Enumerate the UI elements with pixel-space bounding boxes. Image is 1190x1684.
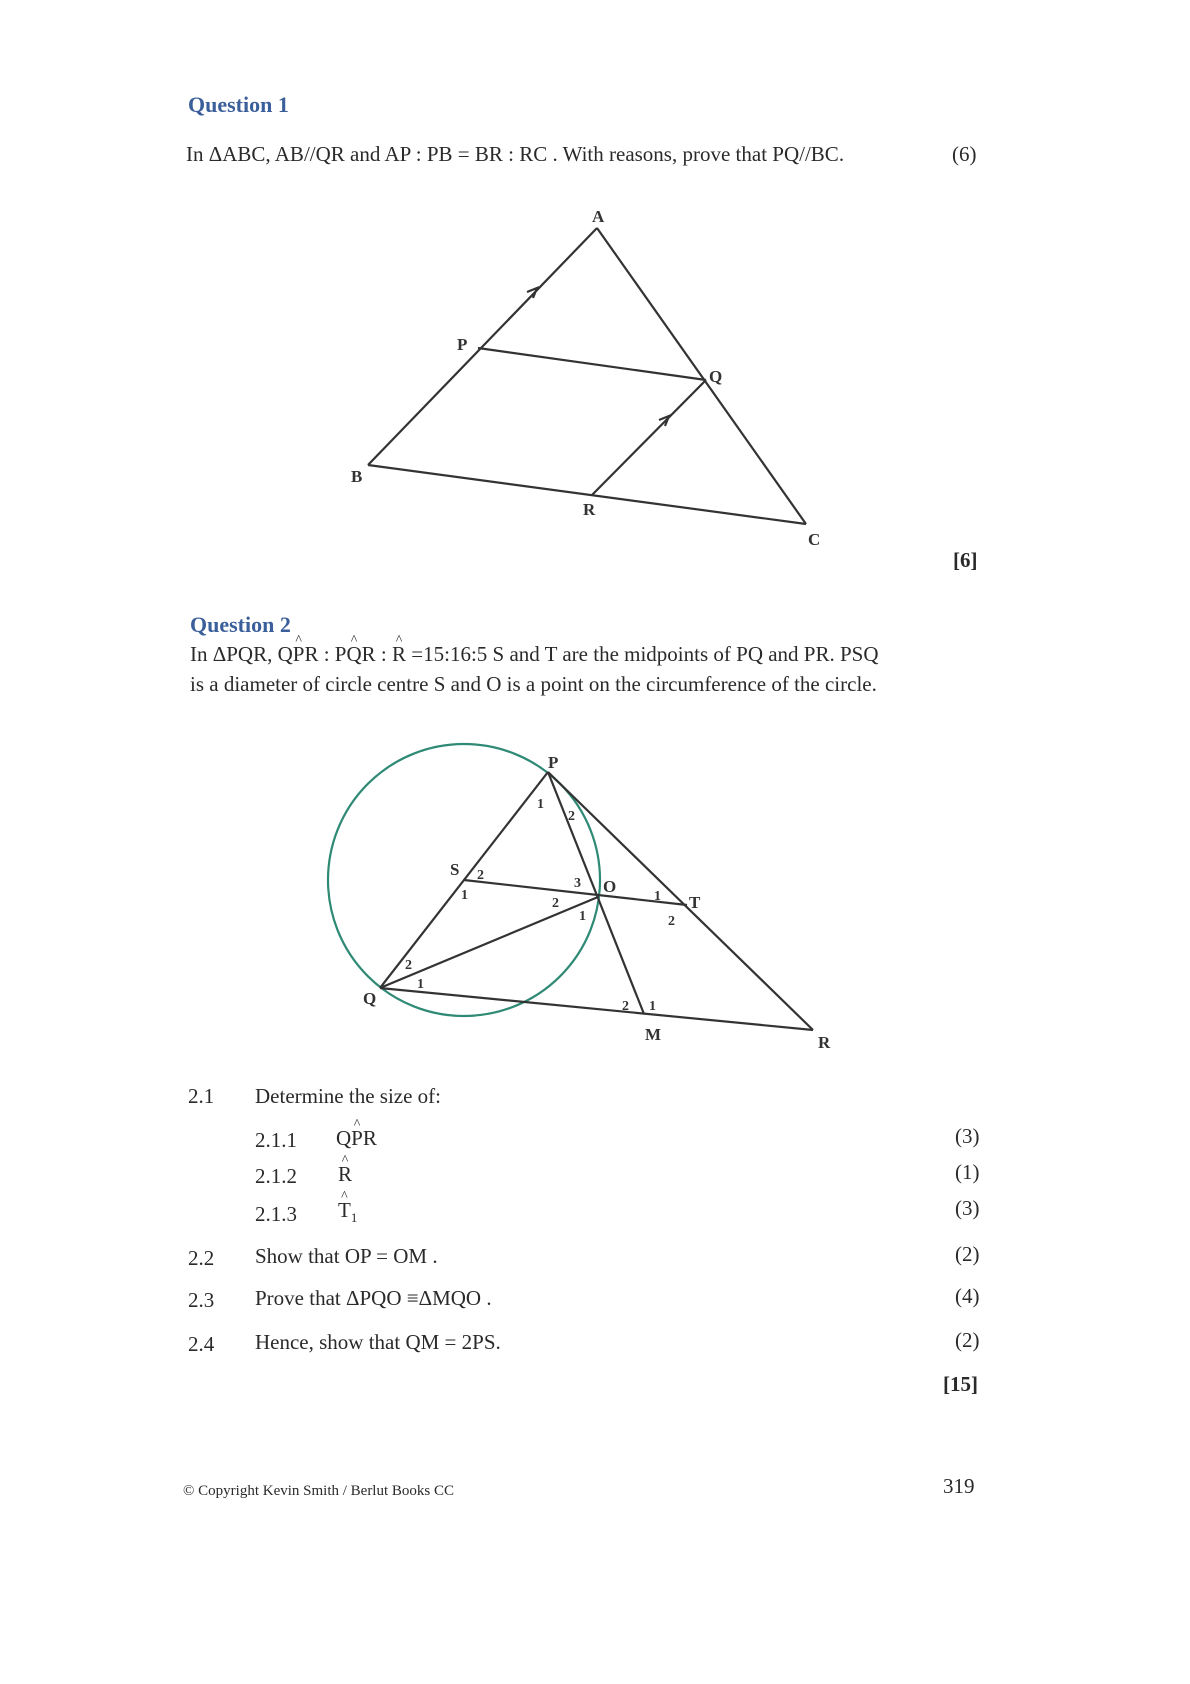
angle-p1: 1 [537,797,544,812]
item-2-1-2-text: ^ R [338,1162,352,1187]
item-2-2-text: Show that OP = OM . [255,1244,438,1268]
q2-title: Question 2 [190,612,291,637]
angle-s1: 1 [461,888,468,903]
label-r: R [818,1033,831,1052]
label-q: Q [363,989,377,1008]
item-2-4-num: 2.4 [188,1332,215,1356]
item-2-1-1-marks: (3) [955,1124,980,1148]
q2-intro-line1: In ΔPQR, Q^ PR : P^ QR : ^ R =15:16:5 S and T are the midpoints of PQ and PR. PSQ [190,642,879,667]
q2-total: [15] [943,1372,978,1396]
item-2-3-marks: (4) [955,1284,980,1308]
item-2-4-marks: (2) [955,1328,980,1352]
q2-intro-line2: is a diameter of circle centre S and O is a point on the circumference of the circle. [190,672,877,696]
angle-o3: 3 [574,876,581,891]
q1-total: [6] [953,548,978,572]
angle-o2: 2 [552,896,559,911]
item-2-1-3-num: 2.1.3 [255,1202,297,1226]
item-2-1-1-num: 2.1.1 [255,1128,297,1152]
item-2-4-text: Hence, show that QM = 2PS. [255,1330,501,1354]
label-o: O [603,877,617,896]
angle-o1: 1 [579,909,586,924]
item-2-3-num: 2.3 [188,1288,215,1312]
item-2-3-text: Prove that ΔPQO ≡ΔMQO . [255,1286,492,1310]
label-t: T [689,893,701,912]
angle-t1: 1 [654,889,661,904]
page-number: 319 [943,1474,975,1498]
label-r: R [583,500,596,519]
angle-m1: 1 [649,999,656,1014]
angle-s2: 2 [477,868,484,883]
item-2-2-marks: (2) [955,1242,980,1266]
label-q: Q [709,367,723,386]
angle-t2: 2 [668,914,675,929]
item-2-2-num: 2.2 [188,1246,215,1270]
label-b: B [351,467,363,486]
angle-m2: 2 [622,999,629,1014]
segment-qo [380,897,598,988]
label-s: S [450,860,460,879]
item-2-1-2-num: 2.1.2 [255,1164,297,1188]
footer-copyright: © Copyright Kevin Smith / Berlut Books CC [183,1483,454,1499]
item-2-1-2-marks: (1) [955,1160,980,1184]
item-2-1-text: Determine the size of: [255,1084,442,1108]
item-2-1-1-text: Q^ PR [336,1126,377,1151]
label-c: C [808,530,821,549]
label-a: A [592,207,605,226]
segment-pm [548,772,644,1014]
label-p: P [457,335,468,354]
label-m: M [645,1025,662,1044]
angle-q1: 1 [417,977,424,992]
q1-title: Question 1 [188,92,289,117]
angle-p2: 2 [568,809,575,824]
label-p: P [548,753,559,772]
item-2-1-num: 2.1 [188,1084,215,1108]
q1-statement: In ΔABC, AB//QR and AP : PB = BR : RC . With reasons, prove that PQ//BC. [186,142,845,166]
segment-qr [380,988,813,1030]
q1-marks: (6) [952,142,977,166]
angle-q2: 2 [405,958,412,973]
item-2-1-3-marks: (3) [955,1196,980,1220]
item-2-1-3-text: ^ $T_1$ [338,1198,357,1226]
